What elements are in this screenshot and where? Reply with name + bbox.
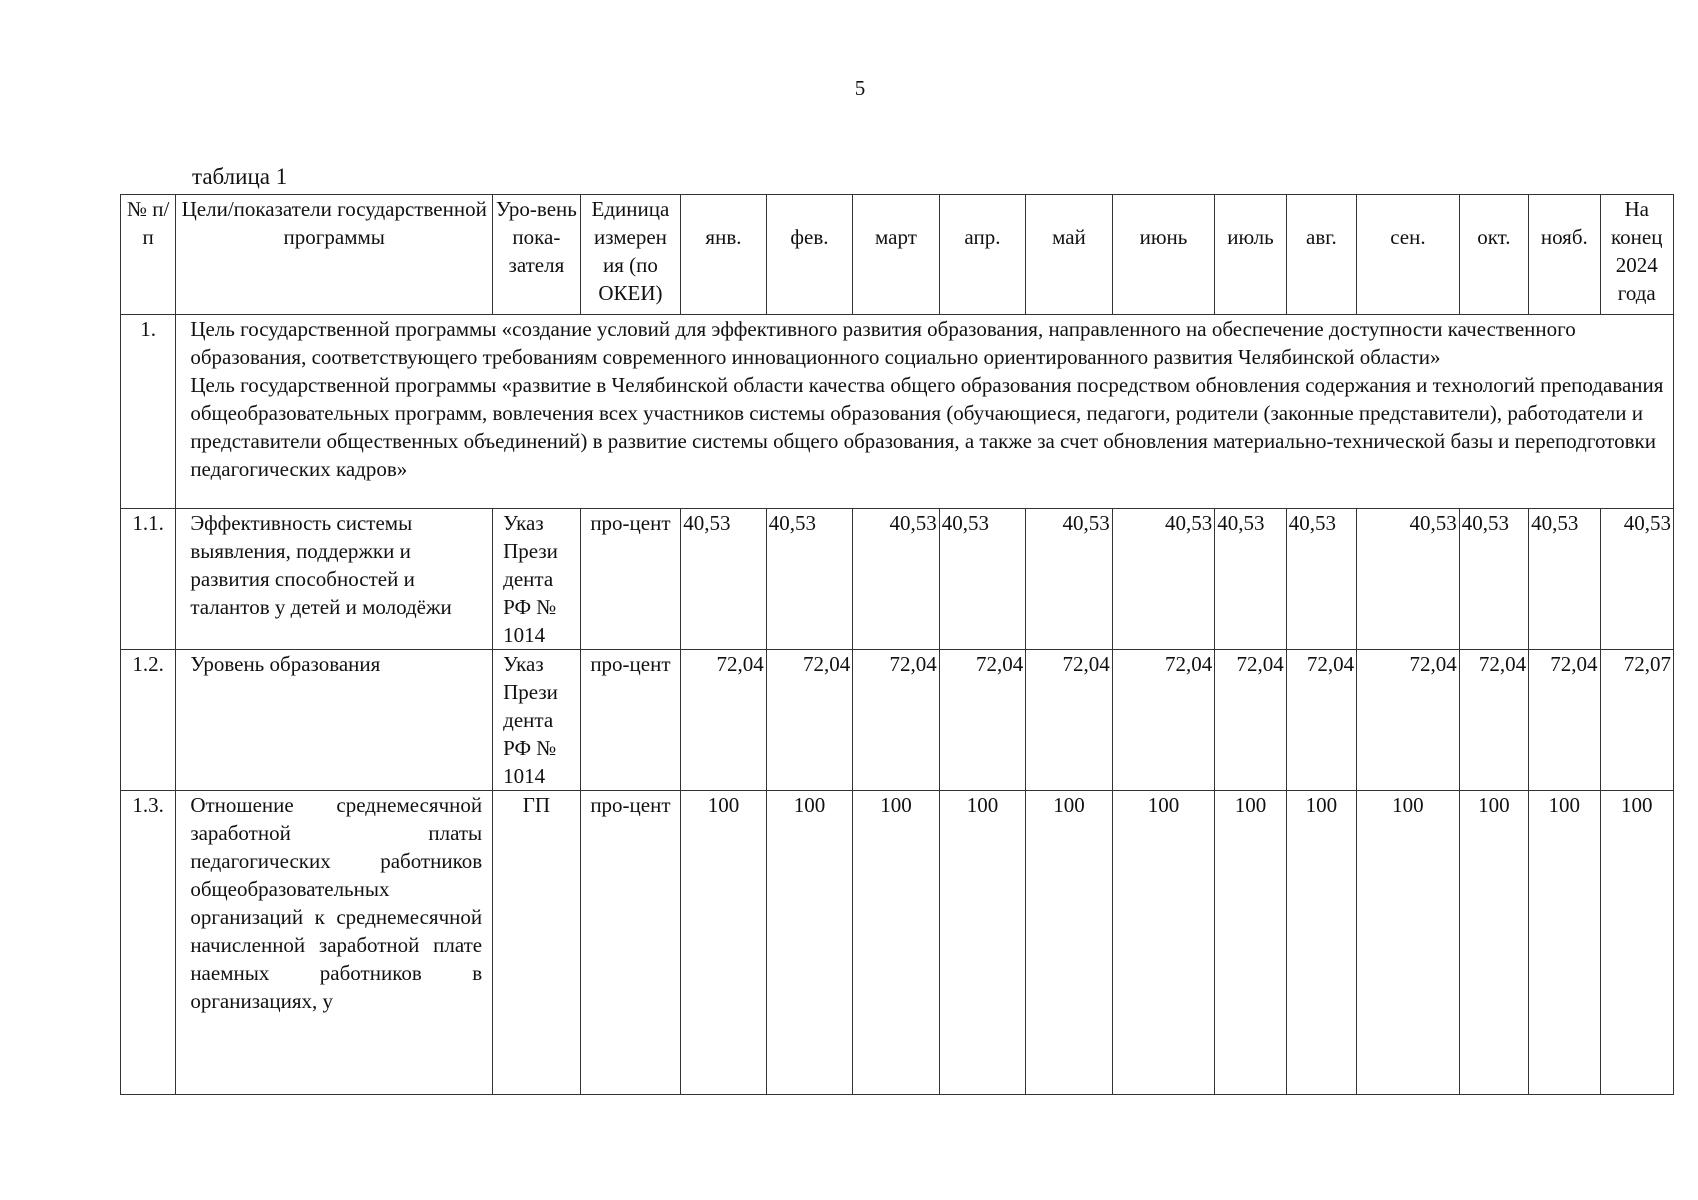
row-num: 1.1. <box>121 509 176 650</box>
header-end: На конец 2024 года <box>1600 195 1674 315</box>
row-unit: про-цент <box>580 650 681 791</box>
row-value: 100 <box>1600 791 1674 1095</box>
row-value: 100 <box>939 791 1026 1095</box>
row-value: 100 <box>1286 791 1356 1095</box>
row-value: 100 <box>1459 791 1528 1095</box>
header-level: Уро-вень пока-зателя <box>493 195 581 315</box>
row-value: 72,04 <box>1529 650 1600 791</box>
row-value: 72,04 <box>766 650 853 791</box>
row-value: 40,53 <box>1529 509 1600 650</box>
row-name: Эффективность системы выявления, поддержки и развития способностей и талантов у детей и молодёжи <box>176 509 493 650</box>
header-unit: Единица измерен ия (по ОКЕИ) <box>580 195 681 315</box>
row-value: 40,53 <box>939 509 1026 650</box>
row-value: 100 <box>1026 791 1113 1095</box>
header-month: фев. <box>766 195 853 315</box>
row-value: 72,04 <box>1286 650 1356 791</box>
header-month: сен. <box>1357 195 1460 315</box>
row-value: 40,53 <box>1215 509 1286 650</box>
row-unit: про-цент <box>580 791 681 1095</box>
row-value: 72,04 <box>681 650 766 791</box>
row-name: Уровень образования <box>176 650 493 791</box>
row-value: 100 <box>853 791 940 1095</box>
page-number: 5 <box>854 76 866 100</box>
section-goal-line: Цель государственной программы «развитие в Челябинской области качества общего образования посредством обновления содержания и технологий преподавания общеобразовательных программ, вовлечения всех участников системы образования (обучающиеся, педагоги, родители (законные представители), работодатели и представители общественных объединений) в развитие системы общего образования, а также за счет обновления материально-технической базы и переподготовки педагогических кадров» <box>190 373 1664 481</box>
header-month: июнь <box>1112 195 1215 315</box>
row-value: 72,07 <box>1600 650 1674 791</box>
row-value: 40,53 <box>766 509 853 650</box>
row-value: 100 <box>1215 791 1286 1095</box>
indicators-table <box>120 194 1674 1095</box>
row-value: 72,04 <box>853 650 940 791</box>
table-row <box>121 791 1674 1095</box>
header-month: янв. <box>681 195 766 315</box>
row-value: 72,04 <box>1112 650 1215 791</box>
table-row <box>121 509 1674 650</box>
header-month: окт. <box>1459 195 1528 315</box>
row-level: Указ Прези дента РФ № 1014 <box>493 509 581 650</box>
row-level: Указ Прези дента РФ № 1014 <box>493 650 581 791</box>
row-value: 100 <box>1529 791 1600 1095</box>
header-goal: Цели/показатели государственной программы <box>176 195 493 315</box>
row-value: 72,04 <box>1215 650 1286 791</box>
row-value: 72,04 <box>1026 650 1113 791</box>
row-value: 72,04 <box>1357 650 1460 791</box>
row-unit: про-цент <box>580 509 681 650</box>
row-value: 40,53 <box>1026 509 1113 650</box>
row-value: 100 <box>681 791 766 1095</box>
header-num: № п/п <box>121 195 176 315</box>
header-month: авг. <box>1286 195 1356 315</box>
section-num: 1. <box>121 315 176 509</box>
row-value: 100 <box>1112 791 1215 1095</box>
row-value: 40,53 <box>1286 509 1356 650</box>
section-goal-line: Цель государственной программы «создание условий для эффективного развития образования, направленного на обеспечение доступности качественного образования, соответствующего требованиям современного инновационного социально ориентированного развития Челябинской области» <box>190 317 1576 369</box>
header-month: июль <box>1215 195 1286 315</box>
row-value: 100 <box>1357 791 1460 1095</box>
row-value: 40,53 <box>1600 509 1674 650</box>
row-value: 40,53 <box>1357 509 1460 650</box>
row-value: 40,53 <box>853 509 940 650</box>
table-caption: таблица 1 <box>192 164 288 189</box>
header-row <box>121 195 1674 315</box>
section-row <box>121 315 1674 509</box>
row-value: 40,53 <box>681 509 766 650</box>
row-value: 40,53 <box>1459 509 1528 650</box>
header-month: май <box>1026 195 1113 315</box>
header-month: март <box>853 195 940 315</box>
row-name: Отношение среднемесячной заработной платы педагогических работников общеобразовательных организаций к среднемесячной начисленной заработной плате наемных работников в организациях, у <box>176 791 493 1095</box>
header-month: апр. <box>939 195 1026 315</box>
row-value: 40,53 <box>1112 509 1215 650</box>
row-value: 72,04 <box>1459 650 1528 791</box>
header-month: нояб. <box>1529 195 1600 315</box>
table-row <box>121 650 1674 791</box>
row-num: 1.2. <box>121 650 176 791</box>
row-value: 72,04 <box>939 650 1026 791</box>
row-value: 100 <box>766 791 853 1095</box>
row-level: ГП <box>493 791 581 1095</box>
row-num: 1.3. <box>121 791 176 1095</box>
section-goal <box>176 315 1674 509</box>
